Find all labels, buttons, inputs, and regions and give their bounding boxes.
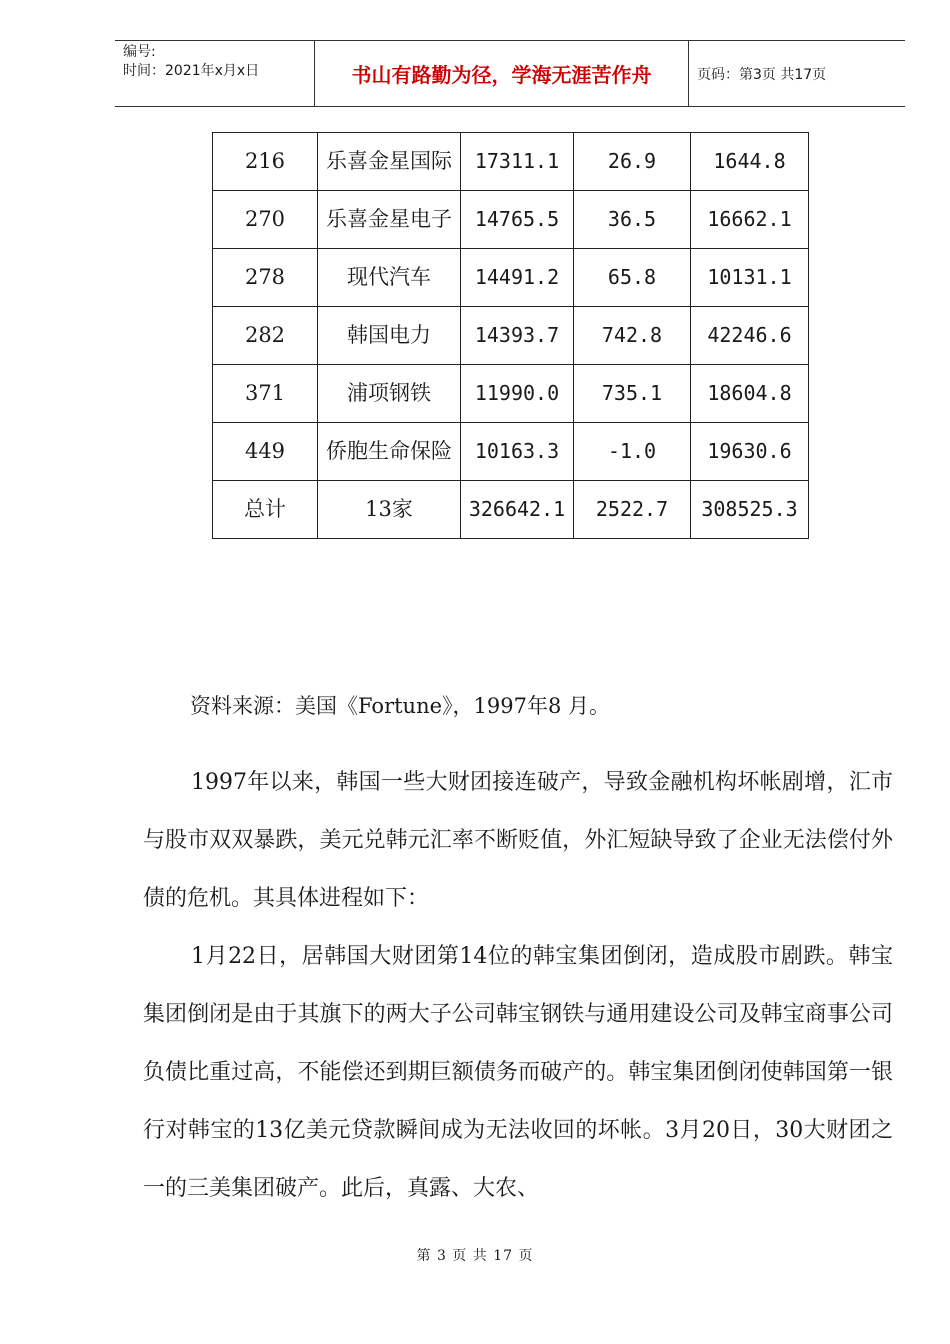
table-row [213, 365, 809, 423]
table-cell-assets: 42246.6 [691, 307, 809, 365]
table-cell-rank: 282 [213, 307, 318, 365]
table-cell-profit: 2522.7 [574, 481, 691, 539]
table-row [213, 133, 809, 191]
table-cell-company: 现代汽车 [318, 249, 461, 307]
table-cell-assets: 16662.1 [691, 191, 809, 249]
table-cell-revenue: 11990.0 [461, 365, 574, 423]
table-cell-profit: 26.9 [574, 133, 691, 191]
header-meta [115, 41, 315, 106]
table-cell-revenue: 17311.1 [461, 133, 574, 191]
table-cell-revenue: 14491.2 [461, 249, 574, 307]
table-cell-assets: 308525.3 [691, 481, 809, 539]
table-cell-profit: -1.0 [574, 423, 691, 481]
table-cell-rank: 216 [213, 133, 318, 191]
table-cell-assets: 1644.8 [691, 133, 809, 191]
table-row [213, 191, 809, 249]
table-cell-company: 乐喜金星电子 [318, 191, 461, 249]
table-cell-company: 侨胞生命保险 [318, 423, 461, 481]
company-table [212, 132, 809, 539]
table-cell-profit: 735.1 [574, 365, 691, 423]
table-cell-profit: 36.5 [574, 191, 691, 249]
table-cell-profit: 65.8 [574, 249, 691, 307]
table-cell-company: 乐喜金星国际 [318, 133, 461, 191]
table-row [213, 423, 809, 481]
table-cell-revenue: 14393.7 [461, 307, 574, 365]
header-page-label: 页码：第3页 共17页 [697, 66, 827, 83]
table-cell-assets: 18604.8 [691, 365, 809, 423]
body-text [143, 754, 893, 1218]
table-cell-rank: 总计 [213, 481, 318, 539]
table-row [213, 481, 809, 539]
table-cell-company: 13家 [318, 481, 461, 539]
table-cell-company: 韩国电力 [318, 307, 461, 365]
table-cell-rank: 278 [213, 249, 318, 307]
table-row [213, 307, 809, 365]
page-footer: 第 3 页 共 17 页 [416, 1248, 534, 1264]
table-cell-revenue: 326642.1 [461, 481, 574, 539]
source-note: 资料来源：美国《Fortune》，1997年8 月。 [190, 694, 610, 718]
page-header [115, 40, 905, 107]
table-cell-profit: 742.8 [574, 307, 691, 365]
time-label: 时间：2021年x月x日 [123, 63, 260, 79]
paragraph-2: 1月22日，居韩国大财团第14位的韩宝集团倒闭，造成股市剧跌。韩宝集团倒闭是由于其旗下的两大子公司韩宝钢铁与通用建设公司及韩宝商事公司负债比重过高，不能偿还到期巨额债务而破产的。韩宝集团倒闭使韩国第一银行对韩宝的13亿美元贷款瞬间成为无法收回的坏帐。3月20日，30大财团之一的三美集团破产。此后，真露、大农、 [143, 944, 893, 1201]
table-cell-revenue: 10163.3 [461, 423, 574, 481]
table-cell-revenue: 14765.5 [461, 191, 574, 249]
table-cell-rank: 449 [213, 423, 318, 481]
table-cell-assets: 19630.6 [691, 423, 809, 481]
header-motto: 书山有路勤为径，学海无涯苦作舟 [315, 41, 689, 106]
paragraph-1: 1997年以来，韩国一些大财团接连破产，导致金融机构坏帐剧增，汇市与股市双双暴跌，美元兑韩元汇率不断贬值，外汇短缺导致了企业无法偿付外债的危机。其具体进程如下： [143, 770, 893, 911]
table-cell-company: 浦项钢铁 [318, 365, 461, 423]
table-cell-assets: 10131.1 [691, 249, 809, 307]
number-label: 编号: [123, 44, 156, 60]
table-row [213, 249, 809, 307]
table-cell-rank: 371 [213, 365, 318, 423]
company-table-body [213, 133, 809, 539]
table-cell-rank: 270 [213, 191, 318, 249]
